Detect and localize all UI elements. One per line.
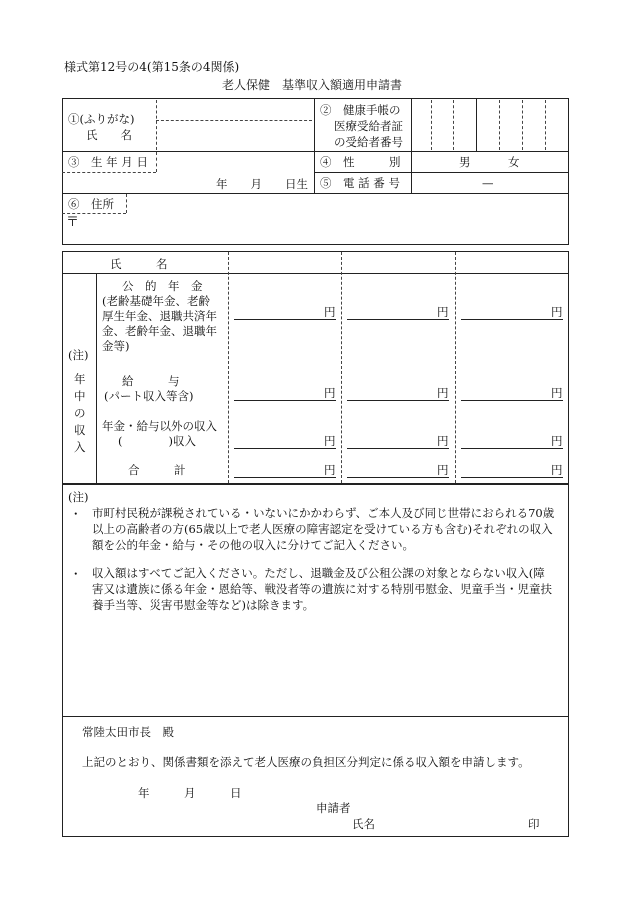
side-char: 中 <box>74 389 86 403</box>
other-income-type[interactable]: ( )収入 <box>118 434 196 448</box>
salary-amount-3[interactable]: 円 <box>551 386 563 400</box>
income-name-header: 氏 名 <box>110 257 168 271</box>
salary-amount-1[interactable]: 円 <box>324 386 336 400</box>
applicant-label: 申請者 <box>316 801 351 815</box>
health-number-field[interactable] <box>412 100 568 150</box>
name-label: 氏 名 <box>86 128 132 142</box>
side-char: 年 <box>74 372 86 386</box>
address-label: ⑥ 住所 <box>68 197 114 211</box>
income-side-note: (注) <box>68 348 89 362</box>
note-bullet: ・ <box>70 567 82 581</box>
public-pension-detail: (老齢基礎年金、老齢 <box>102 294 210 308</box>
application-statement: 上記のとおり、関係書類を添えて老人医療の負担区分判定に係る収入額を申請します。 <box>82 755 530 769</box>
public-pension-label: 公 的 年 金 <box>122 279 203 293</box>
phone-label: ⑤ 電 話 番 号 <box>320 176 400 190</box>
public-pension-amount-2[interactable]: 円 <box>437 305 449 319</box>
side-char: 入 <box>74 440 86 454</box>
address-field[interactable] <box>80 214 566 243</box>
postal-mark-icon: 〒 <box>66 215 80 230</box>
addressee: 常陸太田市長 殿 <box>82 725 174 739</box>
sex-male-option[interactable]: 男 <box>459 155 471 169</box>
applicant-name-field[interactable] <box>380 815 520 831</box>
public-pension-amount-1[interactable]: 円 <box>324 305 336 319</box>
health-number-label-2: 医療受給者証 <box>334 119 403 133</box>
note-1: 市町村民税が課税されている・いないにかかわらず、ご本人及び同じ世帯におられる70歳 以上の高齢者の方(65歳以上で老人医療の障害認定を受けている方も含む)それぞれの収入 額を公的年金・給与・その他の収入に分けてご記入ください。 <box>92 506 555 552</box>
note-2: 収入額はすべてご記入ください。ただし、退職金及び公租公課の対象とならない収入(障 害又は遺族に係る年金・恩給等、戦没者等の遺族に対する特別弔慰金、児童手当・児童扶 養手当等、災害弔慰金等など)は除きます。 <box>92 566 552 612</box>
total-label: 合 計 <box>128 463 186 477</box>
phone-separator[interactable]: — <box>482 176 494 190</box>
public-pension-detail: 金等) <box>102 339 130 353</box>
sex-female-option[interactable]: 女 <box>508 155 520 169</box>
furigana-label: ①(ふりがな) <box>68 112 135 126</box>
total-amount-2[interactable]: 円 <box>437 463 449 477</box>
document-title: 老人保健 基準収入額適用申請書 <box>222 78 403 92</box>
other-income-amount-3[interactable]: 円 <box>551 434 563 448</box>
public-pension-detail: 厚生年金、退職共済年 <box>102 309 217 323</box>
salary-detail: (パート収入等含) <box>104 389 194 403</box>
public-pension-amount-3[interactable]: 円 <box>551 305 563 319</box>
total-amount-3[interactable]: 円 <box>551 463 563 477</box>
total-amount-1[interactable]: 円 <box>324 463 336 477</box>
applicant-name-label: 氏名 <box>352 817 375 831</box>
public-pension-detail: 金、老齢年金、退職年 <box>102 324 217 338</box>
side-char: の <box>74 406 86 420</box>
other-income-label: 年金・給与以外の収入 <box>102 419 217 433</box>
name-field[interactable] <box>158 122 312 150</box>
birth-date-label: ③ 生 年 月 日 <box>68 155 148 169</box>
note-bullet: ・ <box>70 507 82 521</box>
sex-label: ④ 性 別 <box>320 155 401 169</box>
furigana-field[interactable] <box>158 100 312 119</box>
health-number-label-3: の受給者番号 <box>334 135 403 149</box>
form-number: 様式第12号の4(第15条の4関係) <box>64 60 240 74</box>
other-income-amount-1[interactable]: 円 <box>324 434 336 448</box>
salary-label: 給 与 <box>122 374 180 388</box>
salary-amount-2[interactable]: 円 <box>437 386 449 400</box>
side-char: 収 <box>74 423 86 437</box>
health-number-label-1: ② 健康手帳の <box>320 103 401 117</box>
application-date[interactable]: 年 月 日 <box>138 786 242 800</box>
other-income-amount-2[interactable]: 円 <box>437 434 449 448</box>
seal-mark: 印 <box>528 817 540 831</box>
birth-date-value[interactable]: 年 月 日生 <box>216 177 308 191</box>
notes-heading: (注) <box>68 490 89 504</box>
